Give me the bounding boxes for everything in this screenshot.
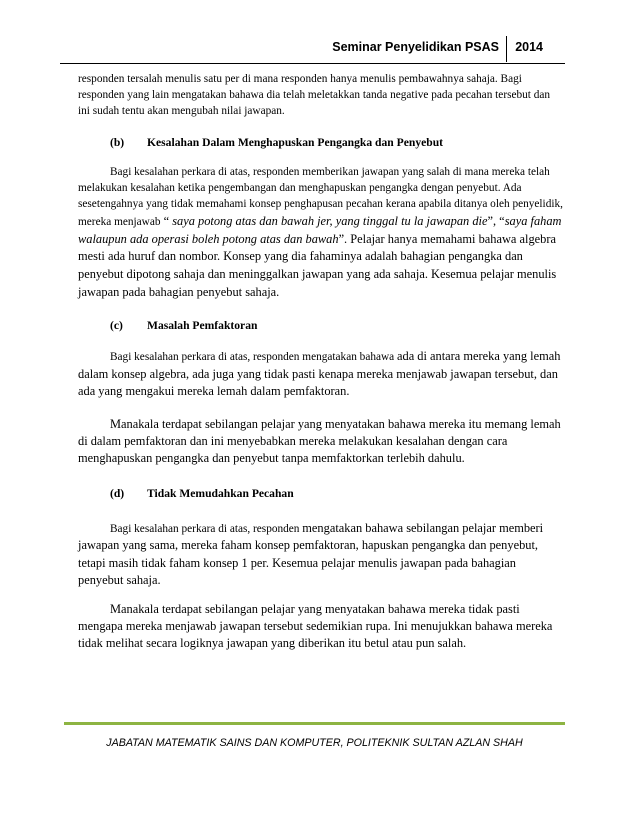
section-c-text: ada di antara mereka yang lemah dalam konsep algebra, ada juga yang tidak pasti kenapa mereka menjawab jawapan tersebut, dan ada yang mengakui mereka lemah dalam pemfaktoran. [78,348,561,398]
student-quote-2: saya faham walaupun ada operasi boleh potong atas dan bawah [78,213,562,246]
section-c-title: Masalah Pemfaktoran [147,318,258,332]
section-d-heading [110,486,564,502]
section-b-text: Bagi kesalahan perkara di atas, responden memberikan jawapan yang salah di mana mereka telah melakukan kesalahan ketika pengembangan dan menghapuskan pengangka dengan penyebut. Ada sesetengahnya yang tidak memahami konsep penghapusan pecahan kerana apabila ditanya oleh penyelidik, mereka menjawab [78,166,563,228]
header-year: 2014 [515,40,543,54]
paragraph-intro: responden tersalah menulis satu per di mana responden hanya menulis pembawahnya sahaja. Bagi responden yang lain mengatakan bahawa dia telah meletakkan tanda negative pada pecahan tersebut dan ini sudah tentu akan mengubah nilai jawapan. [78,73,551,117]
header-divider [506,36,507,62]
section-d-text: mengatakan bahawa sebilangan pelajar memberi jawapan yang sama, mereka faham konsep pemfaktoran, hapuskan pengangka dan penyebut, tetapi masih tidak faham konsep 1 per. Kesemua pelajar menulis jawapan pada bahagian penyebut sahaja. [78,520,544,587]
quote-separator: ”, “ [487,213,505,228]
section-c-number: (c) [110,318,123,332]
section-d-paragraph-2: Manakala terdapat sebilangan pelajar yang menyatakan bahawa mereka tidak pasti mengapa mereka menjawab jawapan tersebut sedemikian rupa. Ini menujukkan bahawa mereka tidak melihat secara logiknya jawapan yang diberikan itu betul atau pun salah. [78,601,553,651]
section-b-number: (b) [110,136,125,150]
section-b-heading [110,135,564,151]
section-d-text-lead: Bagi kesalahan perkara di atas, responden [110,522,303,535]
section-d-title: Tidak Memudahkan Pecahan [147,486,294,500]
section-d-paragraph-1 [78,520,564,589]
footer-text: JABATAN MATEMATIK SAINS DAN KOMPUTER, POLITEKNIK SULTAN AZLAN SHAH [106,737,523,749]
header-title: Seminar Penyelidikan PSAS [332,40,499,54]
section-c-text-lead: Bagi kesalahan perkara di atas, responden mengatakan bahawa [110,350,398,363]
quote-open: “ [160,213,170,228]
student-quote-1: saya potong atas dan bawah jer, yang tinggal tu la jawapan die [169,213,488,228]
page-header [60,36,565,62]
section-b-paragraph [78,165,564,301]
document-body [78,72,564,653]
header-rule [60,63,565,64]
section-d-number: (d) [110,486,125,500]
section-c-paragraph-2: Manakala terdapat sebilangan pelajar yang menyatakan bahawa mereka itu memang lemah di dalam pemfaktoran dan ini menyebabkan mereka melakukan kesalahan dengan cara menghapuskan pengangka dan penyebut tanpa memfaktorkan terlebih dahulu. [78,416,561,466]
section-b-text-continued: Pelajar hanya memahami bahawa algebra mesti ada huruf dan nombor. Konsep yang dia fahaminya adalah bahagian pengangka dan penyebut dipotong sahaja dan meninggalkan jawapan yang ada sahaja. Kesemua pelajar menulis jawapan pada bahagian penyebut sahaja. [78,231,557,299]
section-b-title: Kesalahan Dalam Menghapuskan Pengangka dan Penyebut [147,136,444,150]
quote-close: ”. [338,231,351,246]
section-c-heading [110,318,564,334]
section-c-paragraph-1 [78,348,564,400]
footer-rule [64,722,565,725]
